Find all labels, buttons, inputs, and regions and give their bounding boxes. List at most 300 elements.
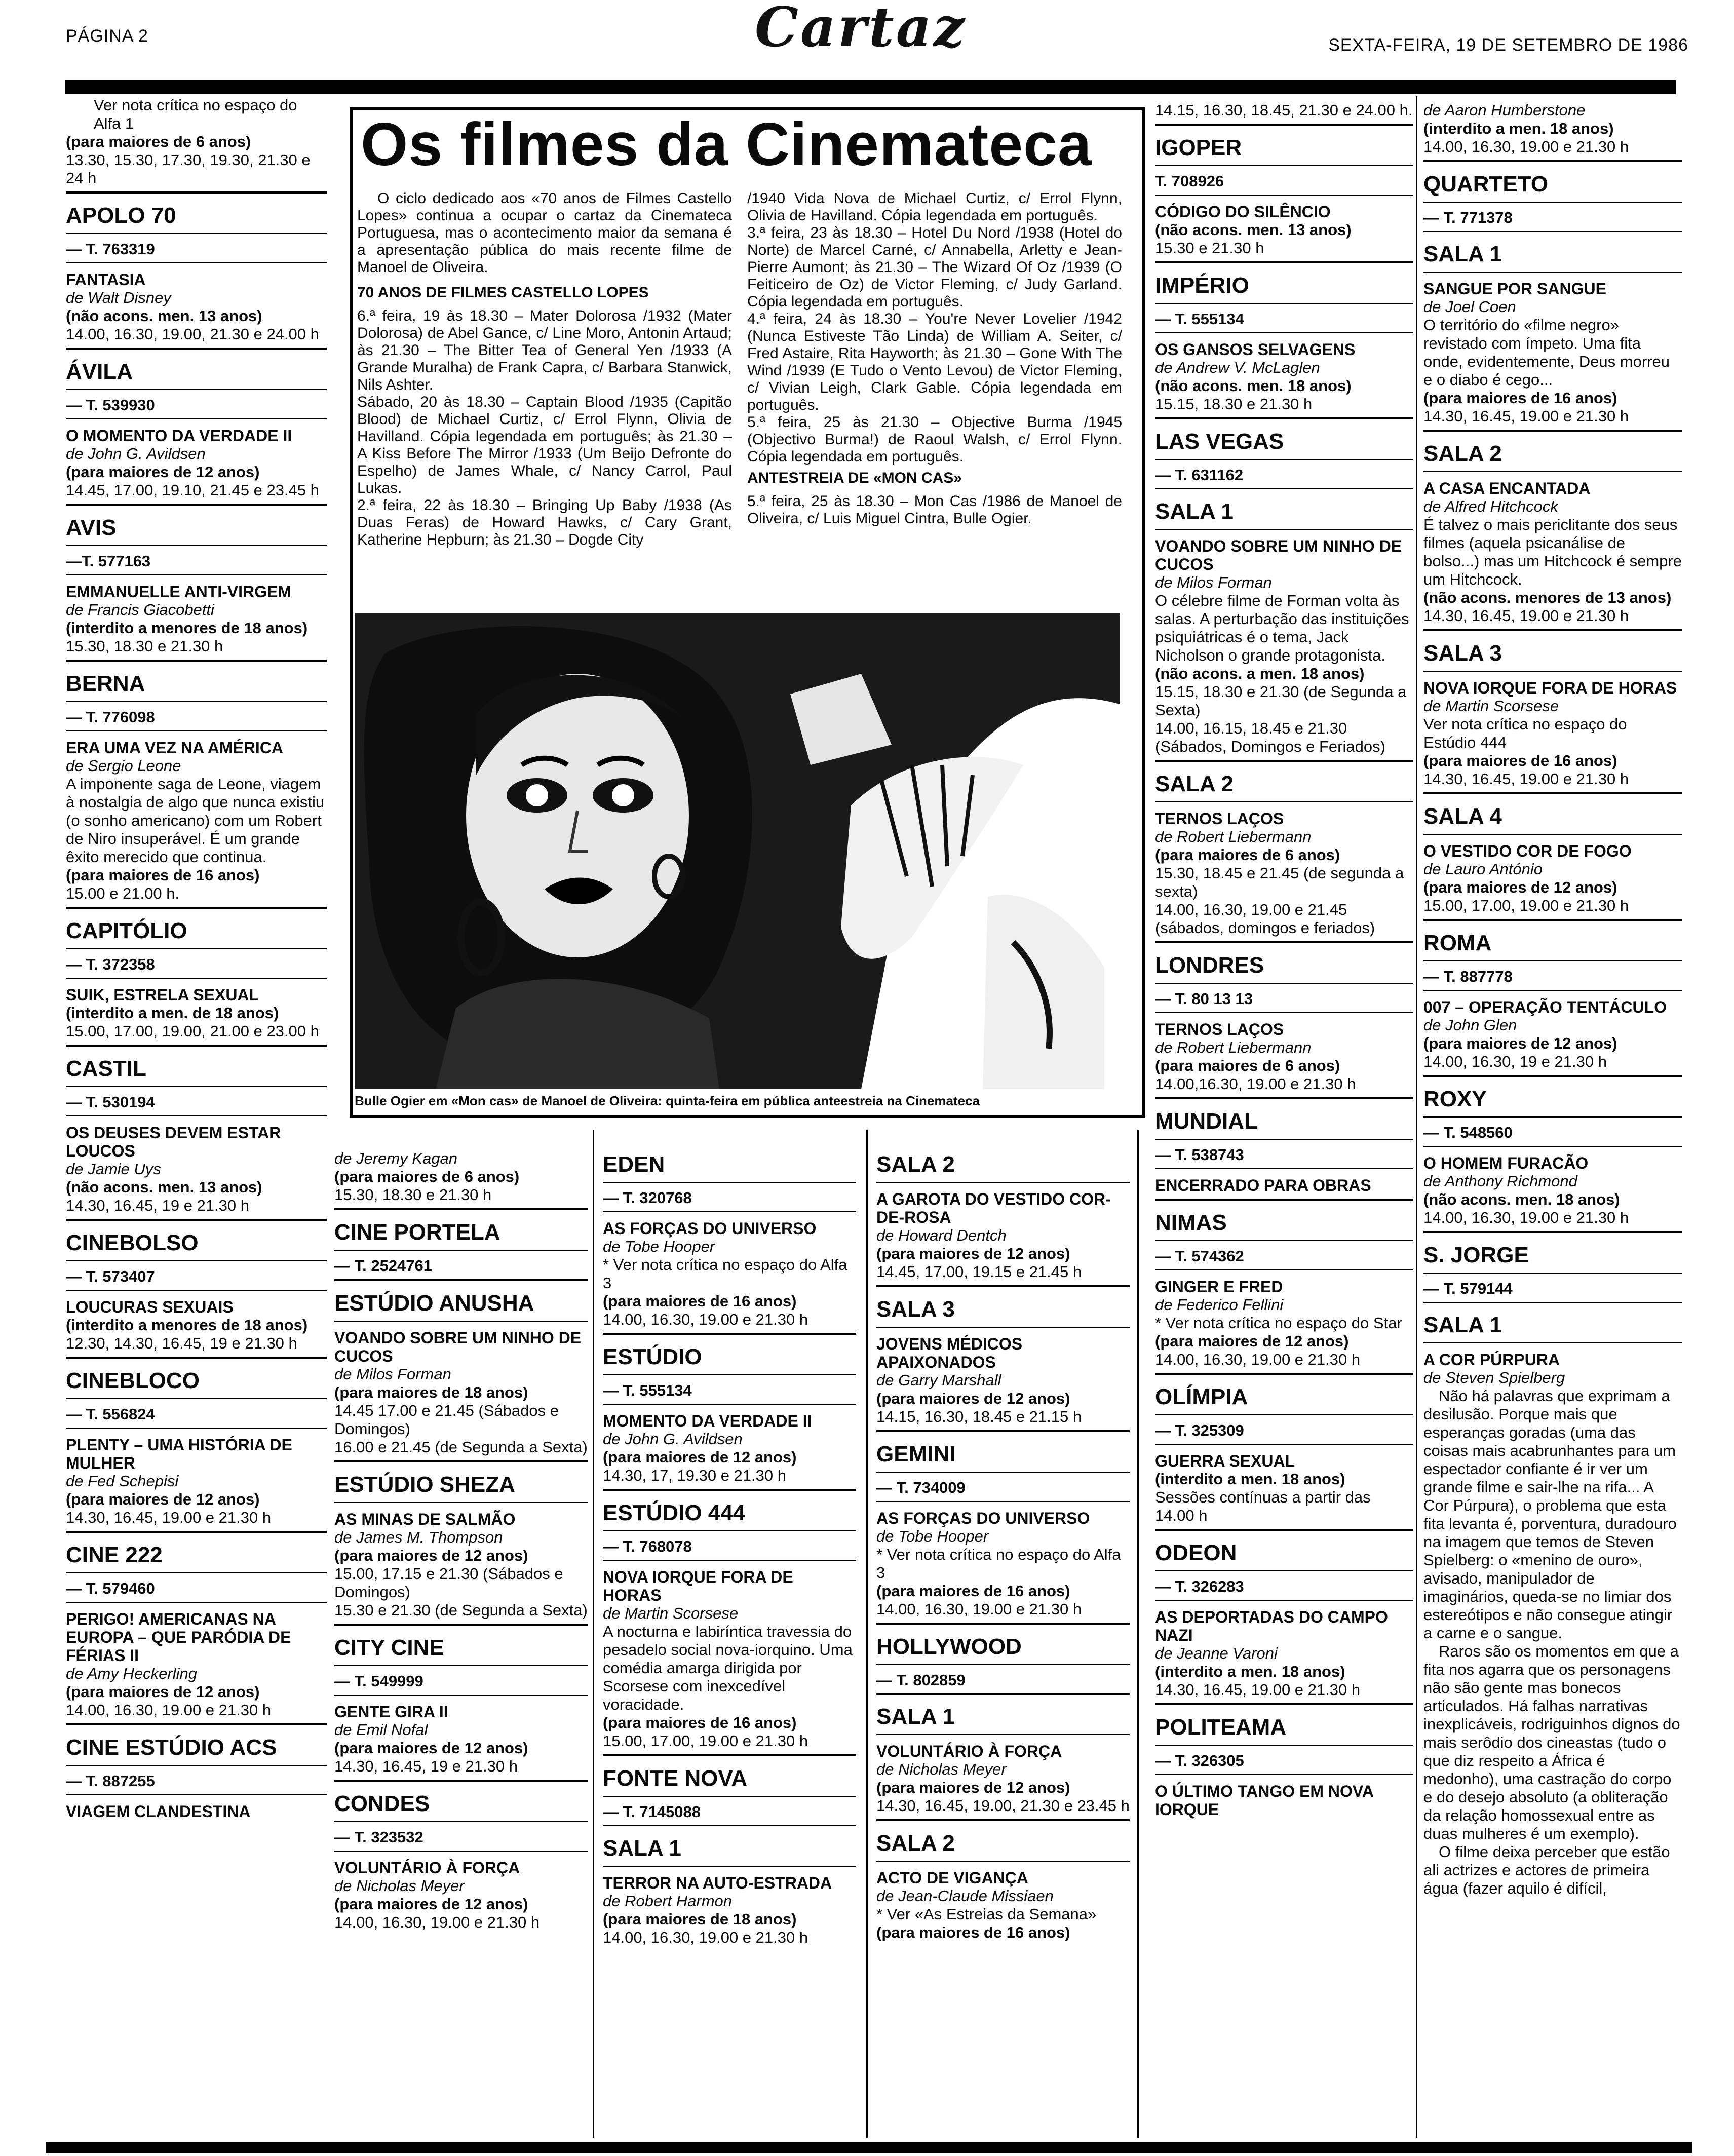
film-rating: (para maiores de 12 anos)	[1423, 878, 1617, 896]
column-rule	[1416, 96, 1417, 2138]
venue-name: OLÍMPIA	[1155, 1384, 1248, 1409]
film-title: GUERRA SEXUAL	[1155, 1452, 1295, 1470]
venue-name: ÁVILA	[66, 359, 133, 384]
screen-name: SALA 1	[1423, 242, 1502, 266]
screen-name: SALA 4	[1423, 804, 1502, 829]
film-times: 14.15, 16.30, 18.45 e 21.15 h	[876, 1408, 1082, 1426]
film-description: É talvez o mais periclitante dos seus filmes (aquela psicanálise de bolso...) mas um Hitchcock é sempre um Hitchcock.	[1423, 516, 1682, 588]
divider	[66, 574, 327, 575]
film-rating: (não acons. menores de 13 anos)	[1423, 589, 1672, 606]
venue-name: CINE 222	[66, 1543, 163, 1567]
film-director: de Robert Harmon	[603, 1892, 733, 1910]
divider	[603, 1489, 856, 1491]
film-rating: (interdito a men. 18 anos)	[1155, 1663, 1345, 1680]
film-director: de Robert Liebermann	[1155, 1038, 1312, 1056]
divider	[66, 948, 327, 949]
film-times: 15.30, 18.30 e 21.30 h	[334, 1186, 492, 1204]
film-rating: (interdito a menores de 18 anos)	[66, 1316, 308, 1334]
film-times: 14.30, 17, 19.30 e 21.30 h	[603, 1467, 786, 1484]
film-note: * Ver nota crítica no espaço do Star	[1155, 1314, 1402, 1332]
film-times: 14.30, 16.45, 19.00 e 21.30 h	[1155, 1681, 1361, 1699]
feature-paragraph: Sábado, 20 às 18.30 – Captain Blood /1935 (Capitão Blood) de Michael Curtiz, c/ Errol Flynn, Olivia de Havilland. Cópia legendada em português; às 21.30 – A Kiss Before The Mirror /1933 (Um Beijo Defronte do Espelho) de James Whale, c/ Nancy Carrol, Paul Lukas.	[357, 394, 732, 496]
divider	[603, 1754, 856, 1756]
divider	[1423, 1116, 1682, 1118]
film-title: O HOMEM FURACÃO	[1423, 1154, 1589, 1172]
film-times: 14.30, 16.45, 19.00 e 21.30 h	[1423, 607, 1629, 625]
divider	[1423, 1146, 1682, 1147]
film-title: NOVA IORQUE FORA DE HORAS	[1423, 679, 1677, 697]
listing-column-3	[603, 1142, 856, 2138]
film-times: 14.30, 16.45, 19.00 e 21.30 h	[1423, 770, 1629, 788]
film-title: SUIK, ESTRELA SEXUAL	[66, 986, 259, 1004]
divider	[1155, 1444, 1413, 1445]
film-rating: (para maiores de 12 anos)	[66, 463, 260, 481]
film-title: JOVENS MÉDICOS APAIXONADOS	[876, 1335, 1023, 1371]
divider	[66, 1765, 327, 1766]
film-title: LOUCURAS SEXUAIS	[66, 1298, 234, 1316]
divider	[1155, 1012, 1413, 1013]
film-title: VOLUNTÁRIO À FORÇA	[334, 1859, 520, 1877]
film-rating: (para maiores de 12 anos)	[603, 1448, 797, 1466]
divider	[876, 1285, 1130, 1287]
divider	[66, 1290, 327, 1291]
film-director: de Milos Forman	[1155, 573, 1272, 591]
film-times: 14.30, 16.45, 19.00 e 21.30 h	[1423, 407, 1629, 425]
film-times: 15.30 e 21.30 h	[1155, 239, 1264, 257]
film-times: 15.00, 17.15 e 21.30 (Sábados e Domingos)	[334, 1565, 563, 1601]
venue-name: QUARTETO	[1423, 172, 1549, 197]
feature-paragraph: 3.ª feira, 23 às 18.30 – Hotel Du Nord /1938 (Hotel do Norte) de Marcel Carné, c/ Annabella, Arletty e Jean-Pierre Aumont; às 21.30 – The Wizard Of Oz /1939 (O Feiticeiro de Oz) de Victor Fleming, c/ Judy Garland. Cópia legendada em português.	[747, 224, 1122, 310]
film-times: 14.00, 16.30, 19.00, 21.30 e 24.00 h	[66, 325, 319, 343]
film-times: 14.30, 16.45, 19 e 21.30 h	[66, 1197, 249, 1214]
film-title: AS DEPORTADAS DO CAMPO NAZI	[1155, 1608, 1388, 1644]
screen-name: SALA 2	[1423, 441, 1502, 466]
film-title: O VESTIDO COR DE FOGO	[1423, 842, 1632, 860]
film-rating: (interdito a men. 18 anos)	[1155, 1470, 1345, 1488]
feature-paragraph: 4.ª feira, 24 às 18.30 – You're Never Lovelier /1942 (Nunca Estiveste Tão Linda) de William A. Seiter, c/ Fred Astaire, Rita Hayworth; às 21.30 – Gone With The Wind /1939 (E Tudo o Vento Levou) de Victor Fleming, c/ Vivian Leigh, Clark Gable. Cópia legendada em português.	[747, 311, 1122, 413]
film-times: 14.00, 16.30, 19.00 e 21.30 h	[66, 1701, 272, 1719]
film-director: de James M. Thompson	[334, 1528, 503, 1546]
film-title: AS MINAS DE SALMÃO	[334, 1510, 516, 1528]
film-rating: (não acons. men. 18 anos)	[1155, 377, 1352, 395]
divider	[1155, 1570, 1413, 1571]
film-times: 14.00, 16.30, 19.00 e 21.30 h	[876, 1600, 1082, 1618]
film-rating: (para maiores de 16 anos)	[66, 866, 260, 884]
film-rating: (para maiores de 12 anos)	[876, 1390, 1070, 1407]
film-title: PLENTY – UMA HISTÓRIA DE MULHER	[66, 1436, 292, 1472]
venue-phone: — T. 7145088	[603, 1803, 701, 1821]
venue-name: IMPÉRIO	[1155, 273, 1249, 298]
divider	[603, 1182, 856, 1183]
film-director: de Robert Liebermann	[1155, 828, 1312, 845]
divider	[66, 660, 327, 662]
divider	[876, 1693, 1130, 1695]
column-rule	[1137, 1130, 1139, 2138]
divider	[603, 1333, 856, 1335]
divider	[1155, 801, 1413, 802]
film-rating: (para maiores de 16 anos)	[876, 1923, 1070, 1941]
film-times: 15.30 e 21.30 (de Segunda a Sexta)	[334, 1601, 588, 1619]
screen-name: SALA 1	[876, 1704, 955, 1729]
film-title: GENTE GIRA II	[334, 1703, 448, 1721]
venue-name: POLITEAMA	[1155, 1715, 1287, 1740]
screen-name: SALA 2	[876, 1152, 955, 1177]
divider	[876, 1623, 1130, 1625]
film-title: A CASA ENCANTADA	[1423, 479, 1591, 497]
divider	[66, 1045, 327, 1047]
film-times: 14.00, 16.30, 19.00 e 21.30 h	[1423, 1209, 1629, 1226]
film-rating: (para maiores de 16 anos)	[1423, 389, 1617, 407]
lead-note: Ver nota crítica no espaço do Alfa 1	[94, 96, 297, 132]
film-title: NOVA IORQUE FORA DE HORAS	[603, 1568, 793, 1604]
divider	[66, 730, 327, 732]
divider	[1423, 430, 1682, 432]
divider	[334, 1321, 588, 1322]
film-times: 12.30, 14.30, 16.45, 19 e 21.30 h	[66, 1334, 297, 1352]
divider	[1423, 629, 1682, 631]
venue-name: IGOPER	[1155, 135, 1242, 160]
film-title: VOANDO SOBRE UM NINHO DE CUCOS	[1155, 537, 1402, 573]
header-rule	[65, 80, 1676, 94]
divider	[1155, 195, 1413, 196]
venue-phone: — T. 2524761	[334, 1257, 433, 1275]
divider	[1155, 124, 1413, 126]
venue-name: ESTÚDIO ANUSHA	[334, 1291, 534, 1316]
feature-paragraph: 2.ª feira, 22 às 18.30 – Bringing Up Baby /1938 (As Duas Feras) de Howard Hawks, c/ Cary Grant, Katherine Hepburn; às 21.30 – Dogde City	[357, 497, 732, 548]
divider	[1155, 1168, 1413, 1169]
venue-phone: — T. 802859	[876, 1671, 966, 1689]
divider	[1423, 272, 1682, 273]
divider	[1155, 417, 1413, 419]
divider	[1423, 160, 1682, 162]
divider	[876, 1664, 1130, 1665]
film-director: de Tobe Hooper	[876, 1527, 989, 1545]
film-times: 15.00, 17.00, 19.00, 21.00 e 23.00 h	[66, 1022, 319, 1040]
film-title: ERA UMA VEZ NA AMÉRICA	[66, 739, 284, 757]
film-title: AS FORÇAS DO UNIVERSO	[876, 1509, 1090, 1527]
film-times: 14.00, 16.30, 19 e 21.30 h	[1423, 1053, 1607, 1070]
film-director: de Howard Dentch	[876, 1226, 1007, 1244]
film-times: 14.30, 16.45, 19.00 e 21.30 h	[66, 1509, 272, 1526]
film-note: * Ver nota crítica no espaço do Alfa 3	[603, 1256, 847, 1292]
film-times: 14.30, 16.45, 19.00, 21.30 e 23.45 h	[876, 1797, 1130, 1815]
film-rating: (não acons. men. 13 anos)	[66, 307, 262, 325]
venue-name: ROMA	[1423, 931, 1492, 955]
screen-name: SALA 3	[1423, 641, 1502, 666]
film-director: de Jean-Claude Missiaen	[876, 1887, 1054, 1905]
film-director: de Steven Spielberg	[1423, 1369, 1565, 1387]
venue-name: BERNA	[66, 671, 145, 696]
venue-name: FONTE NOVA	[603, 1766, 748, 1791]
film-times: 15.30, 18.45 e 21.45 (de segunda a sexta)	[1155, 864, 1404, 900]
film-rating: (para maiores de 12 anos)	[1155, 1332, 1349, 1350]
divider	[334, 1821, 588, 1822]
film-rating: (para maiores de 12 anos)	[1423, 1034, 1617, 1052]
film-review: Não há palavras que exprimam a desilusão. Porque mais que esperanças goradas (uma das coisas mais acabrunhantes para um espectador confiante é ir ver um grande filme e sair-lhe na rifa... A Cor Púrpura), o problema que esta fita levanta é, porventura, duradouro na imagem que temos de Steven Spielberg: o «menino de ouro», avisado, manipulador de imaginários, queda-se no limiar dos estereótipos e não consegue atingir a carne e o sangue.	[1423, 1387, 1677, 1642]
divider	[603, 1530, 856, 1531]
venue-name: CINEBLOCO	[66, 1368, 200, 1393]
screen-name: SALA 2	[876, 1831, 955, 1856]
film-title: VOLUNTÁRIO À FORÇA	[876, 1742, 1062, 1760]
film-rating: (para maiores de 18 anos)	[603, 1910, 797, 1928]
film-title: O MOMENTO DA VERDADE II	[66, 427, 292, 445]
column-rule	[593, 1130, 594, 2138]
divider	[603, 1825, 856, 1826]
film-times: 15.30, 18.30 e 21.30 h	[66, 637, 223, 655]
venue-phone: — T. 574362	[1155, 1247, 1244, 1265]
feature-paragraph: 6.ª feira, 19 às 18.30 – Mater Dolorosa /1932 (Mater Dolorosa) de Abel Gance, c/ Line Moro, Antonin Artaud; às 21.30 – The Bitter Tea of General Yen /1933 (A Grande Muralha) de Frank Capra, c/ Barbara Stanwick, Nils Ashter.	[357, 307, 732, 393]
divider	[66, 1357, 327, 1359]
film-director: de Aaron Humberstone	[1423, 101, 1586, 119]
divider	[1155, 1774, 1413, 1775]
divider	[334, 1624, 588, 1626]
divider	[876, 1472, 1130, 1473]
film-rating: (não acons. a men. 18 anos)	[1155, 665, 1365, 682]
film-description: O célebre filme de Forman volta às salas. A perturbação das instituições psiquiátricas é o tema, Jack Nicholson o grande protagonista.	[1155, 592, 1409, 664]
venue-name: ODEON	[1155, 1541, 1237, 1565]
divider	[603, 1866, 856, 1867]
film-times: 14.00, 16.30, 19.00 e 21.30 h	[603, 1311, 808, 1328]
venue-phone: — T. 548560	[1423, 1124, 1513, 1141]
film-rating: (não acons. men. 13 anos)	[1155, 221, 1352, 239]
divider	[1423, 792, 1682, 794]
venue-phone: — T. 326283	[1155, 1577, 1244, 1595]
film-title: TERNOS LAÇOS	[1155, 1020, 1284, 1038]
divider	[1423, 960, 1682, 961]
venue-name: NIMAS	[1155, 1210, 1227, 1235]
film-times: 14.45, 17.00, 19.15 e 21.45 h	[876, 1263, 1082, 1281]
film-title: 007 – OPERAÇÃO TENTÁCULO	[1423, 998, 1667, 1016]
venue-name: LAS VEGAS	[1155, 429, 1284, 454]
film-times: 15.15, 18.30 e 21.30 (de Segunda a Sexta)	[1155, 683, 1407, 719]
divider	[1155, 983, 1413, 984]
footer-rule	[46, 2142, 1692, 2153]
divider	[66, 545, 327, 546]
divider	[1155, 1097, 1413, 1099]
divider	[66, 1572, 327, 1573]
divider	[66, 1723, 327, 1725]
photo-caption: Bulle Ogier em «Mon cas» de Manoel de Oliveira: quinta-feira em pública anteestreia na Cinemateca	[355, 1093, 980, 1108]
film-rating: (para maiores de 16 anos)	[876, 1582, 1070, 1600]
divider	[1423, 231, 1682, 232]
film-title: TERNOS LAÇOS	[1155, 810, 1284, 828]
divider	[1423, 1342, 1682, 1343]
divider	[1423, 671, 1682, 672]
divider	[334, 1502, 588, 1503]
venue-phone: — T. 80 13 13	[1155, 990, 1253, 1008]
film-rating: (para maiores de 12 anos)	[876, 1779, 1070, 1796]
divider	[1155, 1703, 1413, 1705]
divider	[1155, 332, 1413, 333]
lead-rating: (para maiores de 6 anos)	[66, 133, 251, 150]
film-rating: (para maiores de 18 anos)	[334, 1383, 528, 1401]
film-rating: (para maiores de 12 anos)	[334, 1895, 528, 1913]
film-title: ENCERRADO PARA OBRAS	[1155, 1176, 1371, 1195]
feature-column-left	[357, 190, 732, 549]
venue-phone: — T. 556824	[66, 1405, 155, 1423]
film-title: VOANDO SOBRE UM NINHO DE CUCOS	[334, 1329, 582, 1365]
film-times: 14.30, 16.45, 19 e 21.30 h	[334, 1757, 518, 1775]
divider	[334, 1279, 588, 1281]
venue-phone: — T. 579144	[1423, 1280, 1513, 1297]
film-director: de Jamie Uys	[66, 1160, 161, 1178]
feature-paragraph: 5.ª feira, 25 às 21.30 – Objective Burma /1945 (Objectivo Burma!) de Raoul Walsh, c/ Errol Flynn. Cópia legendada em português.	[747, 414, 1122, 465]
divider	[66, 389, 327, 390]
film-director: de Anthony Richmond	[1423, 1172, 1577, 1190]
venue-name: GEMINI	[876, 1442, 956, 1467]
divider	[1155, 1529, 1413, 1531]
film-rating: (interdito a men. de 18 anos)	[66, 1004, 279, 1022]
film-times: 14.45 17.00 e 21.45 (Sábados e Domingos)	[334, 1402, 559, 1438]
page-number: PÁGINA 2	[66, 26, 148, 46]
divider	[603, 1796, 856, 1797]
divider	[334, 1695, 588, 1696]
venue-phone: — T. 372358	[66, 955, 155, 973]
feature-subheading: ANTESTREIA DE «MON CAS»	[747, 470, 962, 486]
venue-name: ROXY	[1423, 1087, 1487, 1111]
venue-phone: — T. 631162	[1155, 466, 1244, 484]
divider	[1155, 1269, 1413, 1270]
film-description: A nocturna e labiríntica travessia do pesadelo social nova-iorquino. Uma comédia amarga dirigida por Scorsese com inexcedível voracidade.	[603, 1623, 853, 1713]
divider	[1155, 459, 1413, 460]
film-director: de Jeremy Kagan	[334, 1149, 457, 1167]
film-director: de Emil Nofal	[334, 1721, 428, 1739]
divider	[1423, 919, 1682, 921]
film-times: 14.00, 16.30, 19.00 e 21.30 h	[1423, 138, 1629, 156]
venue-name: LONDRES	[1155, 953, 1264, 978]
film-director: de Lauro António	[1423, 860, 1543, 878]
divider	[66, 978, 327, 979]
divider	[66, 1794, 327, 1795]
divider	[1155, 1414, 1413, 1415]
film-title: VIAGEM CLANDESTINA	[66, 1802, 251, 1821]
film-title: FANTASIA	[66, 271, 146, 289]
divider	[1155, 941, 1413, 943]
film-times: 15.00, 17.00, 19.00 e 21.30 h	[603, 1732, 808, 1750]
film-times: 15.00 e 21.00 h.	[66, 884, 180, 902]
film-title: AS FORÇAS DO UNIVERSO	[603, 1219, 817, 1238]
divider	[1155, 1373, 1413, 1375]
divider	[334, 1851, 588, 1852]
divider	[334, 1665, 588, 1666]
venue-name: EDEN	[603, 1152, 665, 1177]
divider	[1155, 261, 1413, 263]
divider	[66, 1219, 327, 1221]
masthead-logo: Cartaz	[755, 0, 967, 59]
film-director: de John Glen	[1423, 1016, 1517, 1034]
film-rating: (não acons. men. 18 anos)	[1423, 1190, 1620, 1208]
venue-name: S. JORGE	[1423, 1243, 1529, 1267]
film-rating: (interdito a men. 18 anos)	[1423, 120, 1614, 137]
screen-name: SALA 1	[603, 1836, 681, 1861]
divider	[1423, 1302, 1682, 1303]
film-review: O filme deixa perceber que estão ali actrizes e actores de primeira água (fazer aquilo é difícil,	[1423, 1843, 1670, 1897]
film-title: MOMENTO DA VERDADE II	[603, 1412, 812, 1430]
film-title: ACTO DE VIGANÇA	[876, 1869, 1028, 1887]
film-rating: (para maiores de 16 anos)	[603, 1714, 797, 1731]
film-times: 14.15, 16.30, 18.45, 21.30 e 24.00 h.	[1155, 101, 1413, 119]
venue-phone: — T. 326305	[1155, 1752, 1244, 1769]
film-director: de Walt Disney	[66, 289, 171, 306]
film-times: 14.00, 16.30, 19.00 e 21.30 h	[603, 1929, 808, 1946]
venue-phone: — T. 768078	[603, 1537, 692, 1555]
listing-column-6	[1423, 101, 1682, 2138]
film-rating: (para maiores de 12 anos)	[334, 1547, 528, 1564]
film-rating: (para maiores de 6 anos)	[1155, 1057, 1340, 1074]
film-title: TERROR NA AUTO-ESTRADA	[603, 1874, 832, 1892]
divider	[1155, 1240, 1413, 1241]
film-director: de Amy Heckerling	[66, 1665, 198, 1682]
venue-phone: — T. 763319	[66, 240, 155, 258]
film-director: de John G. Avildsen	[66, 445, 206, 463]
screen-name: SALA 1	[1155, 499, 1234, 524]
column-rule	[866, 1130, 868, 2138]
venue-name: CINEBOLSO	[66, 1230, 199, 1255]
film-rating: (para maiores de 12 anos)	[66, 1490, 260, 1508]
divider	[1155, 1745, 1413, 1746]
venue-name: ESTÚDIO	[603, 1344, 702, 1369]
bulle-ogier-photo	[355, 613, 1120, 1089]
film-description: Ver nota crítica no espaço do Estúdio 444	[1423, 715, 1627, 751]
film-rating: (para maiores de 6 anos)	[334, 1168, 520, 1185]
photo-illustration	[355, 613, 1120, 1089]
film-director: de Alfred Hitchcock	[1423, 497, 1558, 515]
venue-name: APOLO 70	[66, 203, 176, 228]
screen-name: SALA 3	[876, 1297, 955, 1322]
divider	[66, 1260, 327, 1261]
film-times: 14.00, 16.30, 19.00 e 21.30 h	[334, 1913, 540, 1931]
divider	[66, 1602, 327, 1603]
divider	[334, 1208, 588, 1210]
divider	[1423, 471, 1682, 472]
divider	[603, 1404, 856, 1405]
film-description: A imponente saga de Leone, viagem à nostalgia de algo que nunca existiu (o sonho americano) com um Robert de Niro insuperável. É um grande êxito merecido que continua.	[66, 775, 325, 866]
divider	[66, 504, 327, 506]
film-times: 14.00, 16.30, 19.00 e 21.30 h	[1155, 1351, 1361, 1368]
venue-name: HOLLYWOOD	[876, 1634, 1022, 1659]
divider	[66, 1398, 327, 1399]
film-times: 14.00,16.30, 19.00 e 21.30 h	[1155, 1075, 1356, 1093]
venue-phone: — T. 530194	[66, 1093, 155, 1111]
feature-column-right	[747, 190, 1122, 527]
divider	[1423, 202, 1682, 203]
film-times: 16.00 e 21.45 (de Segunda a Sexta)	[334, 1438, 588, 1456]
venue-name: CAPITÓLIO	[66, 918, 187, 943]
film-director: de Jeanne Varoni	[1155, 1644, 1278, 1662]
film-title: A GAROTA DO VESTIDO COR-DE-ROSA	[876, 1190, 1111, 1226]
venue-name: CITY CINE	[334, 1635, 444, 1660]
venue-name: MUNDIAL	[1155, 1109, 1258, 1134]
divider	[66, 1086, 327, 1087]
divider	[66, 907, 327, 909]
film-title: CÓDIGO DO SILÊNCIO	[1155, 203, 1331, 221]
film-description: O território do «filme negro» revistado com ímpeto. Uma fita onde, evidentemente, Deus morreu e o diabo é cego...	[1423, 316, 1670, 389]
lead-times: 13.30, 15.30, 17.30, 19.30, 21.30 e 24 h	[66, 151, 311, 187]
film-rating: (para maiores de 12 anos)	[66, 1683, 260, 1701]
screen-name: SALA 1	[1423, 1313, 1502, 1337]
film-title: PERIGO! AMERICANAS NA EUROPA – QUE PARÓDIA DE FÉRIAS II	[66, 1610, 291, 1665]
divider	[334, 1460, 588, 1462]
divider	[876, 1501, 1130, 1502]
venue-name: CINE PORTELA	[334, 1220, 500, 1245]
film-title: O ÚLTIMO TANGO EM NOVA IORQUE	[1155, 1782, 1373, 1819]
film-director: de Nicholas Meyer	[876, 1760, 1007, 1778]
listing-column-1	[66, 96, 327, 2138]
film-title: SANGUE POR SANGUE	[1423, 280, 1606, 298]
divider	[66, 191, 327, 194]
film-director: de Fed Schepisi	[66, 1472, 179, 1490]
film-director: de Andrew V. McLaglen	[1155, 359, 1320, 376]
